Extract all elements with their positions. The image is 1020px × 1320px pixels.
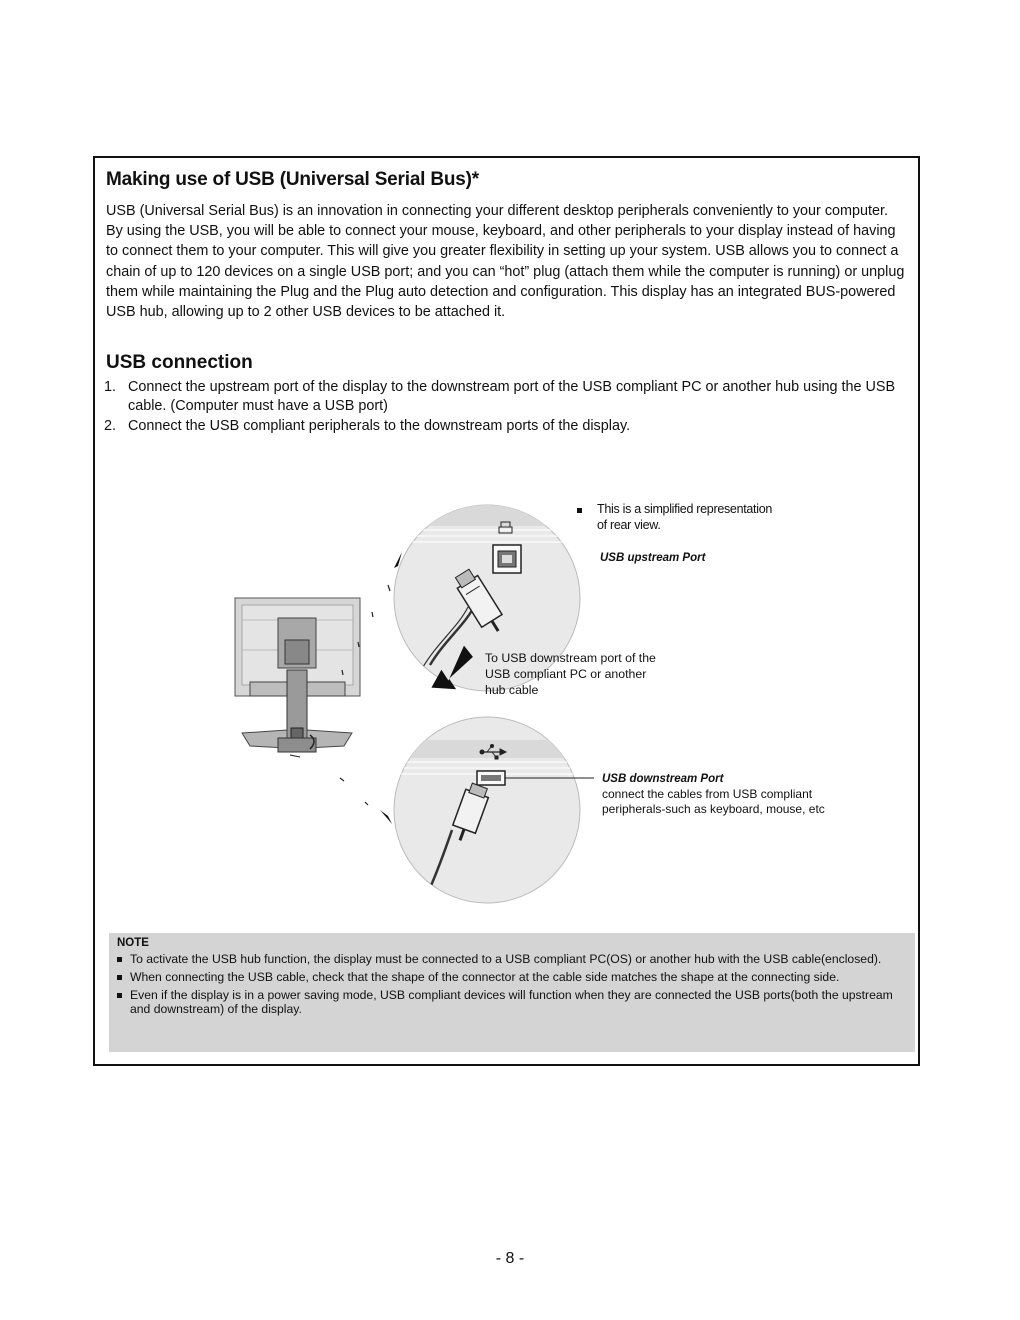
bullet-square [117, 975, 122, 980]
bullet-square [117, 957, 122, 962]
note-text: Even if the display is in a power saving mode, USB compliant devices will function when they are connected the USB ports(both the upstream and downstream) of the display. [130, 988, 893, 1016]
section-title-usb-connection: USB connection [106, 352, 253, 373]
bullet-square [577, 508, 582, 513]
step-item [104, 378, 916, 416]
rear-view-note [597, 501, 772, 533]
note-box [109, 933, 915, 1052]
step-item [104, 417, 916, 436]
downstream-port-description: connect the cables from USB compliant peripherals-such as keyboard, mouse, etc [602, 787, 825, 816]
usb-downstream-closeup [380, 717, 600, 903]
step-text: Connect the upstream port of the display to the downstream port of the USB compliant PC or another hub using the USB cable. (Computer must have a USB port) [128, 379, 896, 414]
monitor-rear-illustration [235, 598, 360, 757]
step-number: 1. [104, 379, 117, 395]
upstream-port-label: USB upstream Port [600, 552, 706, 564]
step-number: 2. [104, 418, 117, 434]
connection-steps [104, 378, 916, 437]
usb-b-port-icon [493, 545, 521, 573]
downstream-port-label: USB downstream Port [602, 773, 724, 785]
usb-intro-paragraph: USB (Universal Serial Bus) is an innovation in connecting your different desktop peripherals conveniently to your computer. By using the USB, you will be able to connect your mouse, keyboard, and other peripherals to your display instead of having to connect them to your computer. This will give you greater flexibility in setting up your system. USB allows you to connect a chain of up to 120 devices on a single USB port; and you can “hot” plug (attach them while the computer is running) or unplug them while maintaining the Plug and the Plug auto detection and configuration. This display has an integrated BUS-powered USB hub, allowing up to 2 other USB devices to be attached it. [106, 203, 905, 321]
note-title: NOTE [117, 937, 149, 949]
usb-connection-diagram [230, 490, 850, 910]
note-item [117, 952, 909, 966]
note-item [117, 988, 909, 1016]
step-text: Connect the USB compliant peripherals to the downstream ports of the display. [128, 418, 631, 434]
note-text: To activate the USB hub function, the display must be connected to a USB compliant PC(OS) or another hub with the USB cable(enclosed). [130, 952, 882, 966]
note-list [117, 952, 909, 1016]
section-title-usb: Making use of USB (Universal Serial Bus)* [106, 169, 479, 190]
page-number: - 8 - [495, 1250, 525, 1267]
note-text: When connecting the USB cable, check that the shape of the connector at the cable side matches the shape at the connecting side. [130, 970, 840, 984]
downstream-cable-label: To USB downstream port of the USB compliant PC or another hub cable [485, 651, 656, 697]
bullet-square [117, 993, 122, 998]
rear-view-note-text: This is a simplified representation of rear view. [597, 502, 772, 532]
note-item [117, 970, 909, 984]
